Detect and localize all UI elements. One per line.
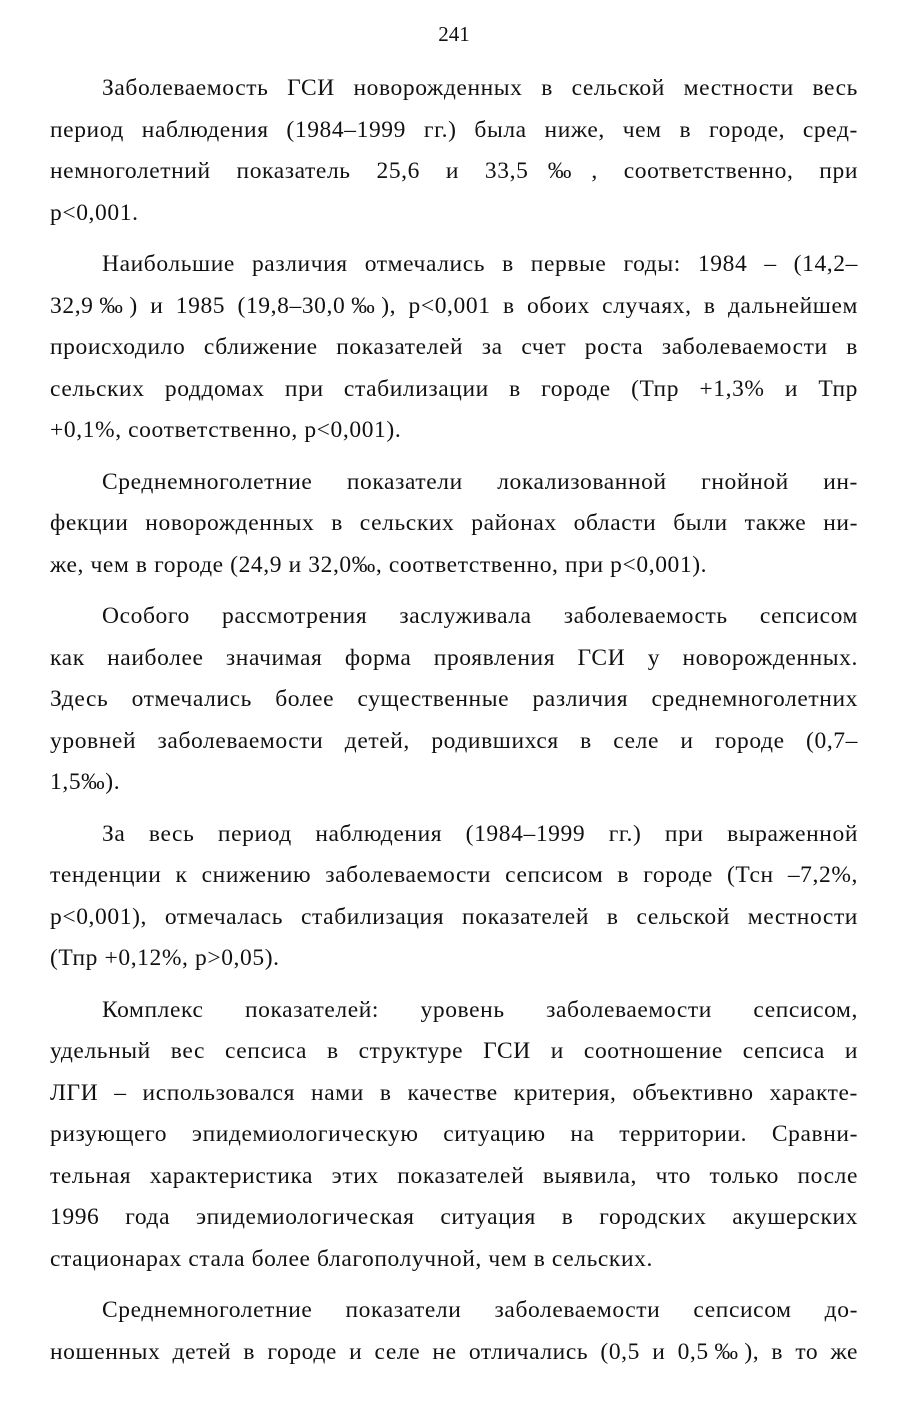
text-line: За весь период наблюдения (1984–1999 гг.) при выраженной bbox=[102, 820, 858, 847]
text-line: фекции новорожденных в сельских районах области были также ни- bbox=[50, 510, 858, 536]
text-line: сельских роддомах при стабилизации в городе (Тпр +1,3% и Тпр bbox=[50, 375, 858, 402]
text-line: период наблюдения (1984–1999 гг.) была ниже, чем в городе, сред- bbox=[50, 116, 858, 143]
text-line: уровней заболеваемости детей, родившихся в селе и городе (0,7– bbox=[50, 727, 858, 754]
paragraph bbox=[50, 68, 858, 234]
text-line: ризующего эпидемиологическую ситуацию на территории. Сравни- bbox=[50, 1121, 858, 1147]
text-line: Среднемноголетние показатели локализованной гнойной ин- bbox=[102, 468, 858, 495]
text-line: удельный вес сепсиса в структуре ГСИ и соотношение сепсиса и bbox=[50, 1038, 858, 1064]
text-line: р<0,001), отмечалась стабилизация показателей в сельской местности bbox=[50, 903, 858, 930]
text-line: Комплекс показателей: уровень заболеваемости сепсисом, bbox=[102, 996, 858, 1023]
text-line: тенденции к снижению заболеваемости сепсисом в городе (Тсн –7,2%, bbox=[50, 862, 858, 888]
text-line: Наибольшие различия отмечались в первые годы: 1984 – (14,2– bbox=[102, 251, 858, 277]
text-line: Заболеваемость ГСИ новорожденных в сельской местности весь bbox=[102, 75, 858, 101]
text-line: Среднемноголетние показатели заболеваемости сепсисом до- bbox=[102, 1297, 858, 1323]
text-line: (Тпр +0,12%, р>0,05). bbox=[50, 945, 280, 971]
paragraph bbox=[50, 596, 858, 804]
text-line: происходило сближение показателей за счет роста заболеваемости в bbox=[50, 334, 858, 360]
text-line: же, чем в городе (24,9 и 32,0‰, соответственно, при р<0,001). bbox=[50, 551, 708, 578]
paragraph bbox=[50, 990, 858, 1281]
text-line: +0,1%, соответственно, р<0,001). bbox=[50, 417, 402, 443]
text-line: немноголетний показатель 25,6 и 33,5‰, соответственно, при bbox=[50, 158, 858, 184]
text-line: стационарах стала более благополучной, чем в сельских. bbox=[50, 1245, 653, 1272]
paragraph bbox=[50, 462, 858, 587]
text-line: 32,9‰) и 1985 (19,8–30,0‰), р<0,001 в обоих случаях, в дальнейшем bbox=[50, 292, 858, 319]
text-line: ношенных детей в городе и селе не отличались (0,5 и 0,5‰), в то же bbox=[50, 1338, 858, 1365]
text-line: ЛГИ – использовался нами в качестве критерия, объективно характе- bbox=[50, 1079, 858, 1106]
paragraph bbox=[50, 1290, 858, 1373]
text-line: 1,5‰). bbox=[50, 769, 121, 795]
text-line: как наиболее значимая форма проявления ГСИ у новорожденных. bbox=[50, 644, 858, 671]
page-number: 241 bbox=[438, 22, 470, 46]
paragraph bbox=[50, 814, 858, 980]
text-line: р<0,001. bbox=[50, 199, 139, 226]
text-line: тельная характеристика этих показателей выявила, что только после bbox=[50, 1162, 858, 1189]
text-line: Особого рассмотрения заслуживала заболеваемость сепсисом bbox=[102, 603, 858, 629]
paragraph bbox=[50, 244, 858, 452]
text-line: 1996 года эпидемиологическая ситуация в городских акушерских bbox=[50, 1204, 858, 1230]
text-line: Здесь отмечались более существенные различия среднемноголетних bbox=[50, 686, 858, 712]
page-body bbox=[50, 68, 858, 1383]
